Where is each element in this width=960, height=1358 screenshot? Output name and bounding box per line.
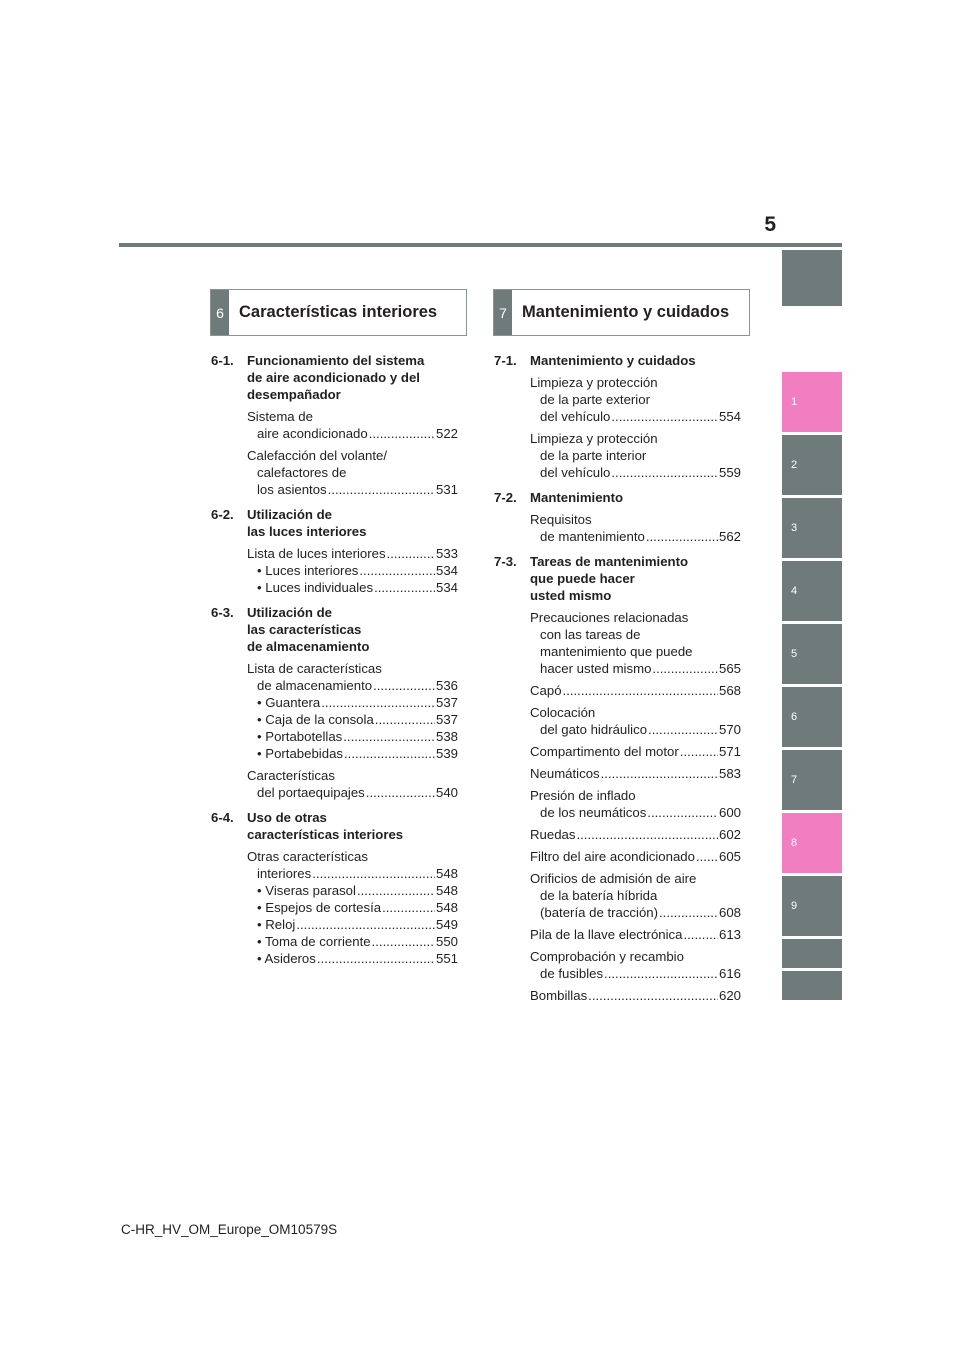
entry-label: aire acondicionado [257, 426, 368, 441]
dot-leader [375, 711, 435, 728]
entry-line [530, 848, 741, 865]
toc-subentry [257, 899, 458, 916]
dot-leader [312, 865, 435, 882]
entry-label: del gato hidráulico [540, 722, 648, 737]
entry-line [530, 528, 741, 545]
dot-leader [387, 545, 435, 562]
side-tab: 4 [782, 561, 842, 621]
chapter-number: 6-1. [211, 353, 234, 368]
entry-label: del vehículo [540, 465, 611, 480]
toc-entry [530, 743, 741, 760]
dot-leader [357, 882, 435, 899]
entry-text: Sistema de [247, 409, 313, 424]
entry-text: Comprobación y recambio [530, 949, 684, 964]
entry-label: hacer usted mismo [540, 661, 652, 676]
chapter-title: Utilización de las características de almacenamiento [247, 605, 370, 654]
section-title: Mantenimiento y cuidados [522, 303, 730, 321]
chapter-title: Tareas de mantenimiento que puede hacer usted mismo [530, 554, 689, 603]
toc-entry [247, 408, 458, 442]
entry-line [530, 743, 741, 760]
side-tab: 9 [782, 876, 842, 936]
entry-line [530, 804, 741, 821]
entry-label: Bombillas [530, 988, 588, 1003]
section-title: Características interiores [239, 303, 438, 321]
chapter-heading [211, 352, 458, 403]
chapter-heading [211, 604, 458, 655]
dot-leader [696, 848, 718, 865]
dot-leader [680, 743, 718, 760]
toc-entry [530, 848, 741, 865]
page-ref: 600 [718, 805, 741, 820]
chapter-title: Funcionamiento del sistema de aire acondicionado y del desempañador [247, 353, 425, 402]
entry-label: de almacenamiento [257, 678, 373, 693]
dot-leader [373, 677, 435, 694]
page-ref: 540 [435, 785, 458, 800]
entry-line [247, 865, 458, 882]
page-ref: 534 [435, 580, 458, 595]
entry-text: Calefacción del volante/ calefactores de [247, 448, 388, 480]
dot-leader [321, 694, 435, 711]
entry-label: Pila de la llave electrónica [530, 927, 683, 942]
dot-leader [296, 916, 435, 933]
dot-leader [652, 660, 718, 677]
page-ref: 583 [718, 766, 741, 781]
page-ref: 531 [435, 482, 458, 497]
dot-leader [647, 804, 718, 821]
entry-line [530, 987, 741, 1004]
subentry-label: • Reloj [257, 917, 296, 932]
toc-entry [530, 987, 741, 1004]
dot-leader [683, 926, 718, 943]
toc-entry [247, 767, 458, 801]
subentry-label: • Viseras parasol [257, 883, 356, 898]
page-ref: 616 [718, 966, 741, 981]
toc-entry [530, 926, 741, 943]
entry-text: Lista de características [247, 661, 382, 676]
chapter-heading [494, 489, 741, 506]
toc-entry [530, 682, 741, 699]
dot-leader [343, 728, 435, 745]
entry-label: Filtro del aire acondicionado [530, 849, 695, 864]
page-ref: 549 [435, 917, 458, 932]
toc-subentry [257, 882, 458, 899]
entry-line [530, 464, 741, 481]
side-tab: 6 [782, 687, 842, 747]
chapter-number: 6-3. [211, 605, 234, 620]
chapter-heading [494, 553, 741, 604]
dot-leader [588, 987, 718, 1004]
entry-line [247, 425, 458, 442]
toc-entry [530, 609, 741, 677]
toc-entry [530, 870, 741, 921]
entry-line [530, 721, 741, 738]
entry-line [530, 926, 741, 943]
entry-label: Capó [530, 683, 562, 698]
entry-line [530, 965, 741, 982]
toc-subentry [257, 916, 458, 933]
side-tab: 5 [782, 624, 842, 684]
toc-entry [530, 787, 741, 821]
dot-leader [601, 765, 718, 782]
section-header-left [210, 289, 467, 336]
entry-line [247, 784, 458, 801]
chapter-title: Mantenimiento [530, 490, 624, 505]
page-ref: 613 [718, 927, 741, 942]
side-tab: 7 [782, 750, 842, 810]
chapter-title: Utilización de las luces interiores [247, 507, 367, 539]
subentry-label: • Espejos de cortesía [257, 900, 382, 915]
page-ref: 568 [718, 683, 741, 698]
entry-label: interiores [257, 866, 312, 881]
dot-leader [344, 745, 435, 762]
dot-leader [563, 682, 718, 699]
subentry-label: • Luces interiores [257, 563, 359, 578]
toc-entry [530, 826, 741, 843]
dot-leader [604, 965, 718, 982]
entry-text: Precauciones relacionadas con las tareas de mantenimiento que puede [530, 610, 693, 659]
page-ref: 562 [718, 529, 741, 544]
side-tab [782, 250, 842, 306]
entry-label: Ruedas [530, 827, 576, 842]
entry-text: Características [247, 768, 335, 783]
page-ref: 608 [718, 905, 741, 920]
toc-entry [530, 765, 741, 782]
entry-label: Compartimento del motor [530, 744, 679, 759]
entry-text: Otras características [247, 849, 368, 864]
page-ref: 539 [435, 746, 458, 761]
page-ref: 538 [435, 729, 458, 744]
chapter-number: 7-2. [494, 490, 517, 505]
toc-column-right [494, 352, 741, 1004]
entry-line [247, 677, 458, 694]
entry-label: (batería de tracción) [540, 905, 659, 920]
dot-leader [369, 425, 435, 442]
subentry-label: • Portabebidas [257, 746, 343, 761]
toc-subentry [257, 933, 458, 950]
section-number: 6 [211, 290, 229, 335]
entry-line [247, 481, 458, 498]
page-ref: 559 [718, 465, 741, 480]
toc-entry [530, 948, 741, 982]
page-ref: 534 [435, 563, 458, 578]
subentry-label: • Toma de corriente [257, 934, 371, 949]
toc-entry [247, 848, 458, 882]
dot-leader [374, 579, 435, 596]
section-number: 7 [494, 290, 512, 335]
dot-leader [359, 562, 435, 579]
entry-text: Limpieza y protección de la parte exterior [530, 375, 658, 407]
entry-text: Colocación [530, 705, 596, 720]
entry-text: Limpieza y protección de la parte interior [530, 431, 658, 463]
subentry-label: • Caja de la consola [257, 712, 374, 727]
page-ref: 620 [718, 988, 741, 1003]
entry-label: Neumáticos [530, 766, 600, 781]
page-ref: 554 [718, 409, 741, 424]
entry-label: del vehículo [540, 409, 611, 424]
chapter-number: 7-1. [494, 353, 517, 368]
dot-leader [366, 784, 435, 801]
dot-leader [372, 933, 435, 950]
entry-text: Requisitos [530, 512, 592, 527]
entry-line [247, 545, 458, 562]
toc-entry [247, 660, 458, 694]
toc-subentry [257, 579, 458, 596]
entry-line [530, 904, 741, 921]
toc-entry [530, 511, 741, 545]
toc-subentry [257, 711, 458, 728]
toc-entry [530, 430, 741, 481]
page-ref: 565 [718, 661, 741, 676]
toc-subentry [257, 728, 458, 745]
dot-leader [576, 826, 718, 843]
dot-leader [382, 899, 435, 916]
toc-entry [530, 374, 741, 425]
entry-label: Lista de luces interiores [247, 546, 386, 561]
chapter-heading [211, 506, 458, 540]
chapter-number: 7-3. [494, 554, 517, 569]
chapter-heading [494, 352, 741, 369]
page-ref: 570 [718, 722, 741, 737]
entry-line [530, 660, 741, 677]
toc-subentry [257, 562, 458, 579]
page-ref: 522 [435, 426, 458, 441]
dot-leader [646, 528, 718, 545]
subentry-label: • Guantera [257, 695, 321, 710]
chapter-number: 6-4. [211, 810, 234, 825]
side-tab: 8 [782, 813, 842, 873]
entry-label: los asientos [257, 482, 327, 497]
page-ref: 605 [718, 849, 741, 864]
toc-subentry [257, 745, 458, 762]
entry-line [530, 826, 741, 843]
entry-line [530, 408, 741, 425]
toc-entry [530, 704, 741, 738]
page-ref: 548 [435, 883, 458, 898]
page-number: 5 [764, 213, 776, 236]
entry-line [530, 765, 741, 782]
side-tab [782, 971, 842, 1000]
dot-leader [317, 950, 435, 967]
entry-label: de fusibles [540, 966, 604, 981]
chapter-title: Mantenimiento y cuidados [530, 353, 696, 368]
top-rule [119, 243, 842, 247]
page-ref: 602 [718, 827, 741, 842]
dot-leader [611, 408, 718, 425]
subentry-label: • Asideros [257, 951, 316, 966]
side-tab [782, 939, 842, 968]
side-tab: 2 [782, 435, 842, 495]
side-tab: 3 [782, 498, 842, 558]
chapter-title: Uso de otras características interiores [247, 810, 404, 842]
toc-entry [247, 447, 458, 498]
subentry-label: • Portabotellas [257, 729, 343, 744]
page-ref: 533 [435, 546, 458, 561]
page-ref: 571 [718, 744, 741, 759]
dot-leader [659, 904, 718, 921]
page-ref: 551 [435, 951, 458, 966]
dot-leader [648, 721, 718, 738]
entry-label: de mantenimiento [540, 529, 645, 544]
page-ref: 536 [435, 678, 458, 693]
chapter-number: 6-2. [211, 507, 234, 522]
dot-leader [328, 481, 435, 498]
toc-subentry [257, 694, 458, 711]
entry-line [530, 682, 741, 699]
page-ref: 548 [435, 900, 458, 915]
entry-text: Orificios de admisión de aire de la batería híbrida [530, 871, 697, 903]
footer-code: C-HR_HV_OM_Europe_OM10579S [121, 1222, 338, 1237]
toc-entry [247, 545, 458, 562]
side-tab: 1 [782, 372, 842, 432]
subentry-label: • Luces individuales [257, 580, 374, 595]
page-ref: 550 [435, 934, 458, 949]
entry-text: Presión de inflado [530, 788, 636, 803]
chapter-heading [211, 809, 458, 843]
page-ref: 537 [435, 712, 458, 727]
section-header-right [493, 289, 750, 336]
toc-subentry [257, 950, 458, 967]
page-ref: 548 [435, 866, 458, 881]
dot-leader [611, 464, 718, 481]
toc-column-left [211, 352, 458, 967]
entry-label: de los neumáticos [540, 805, 647, 820]
page-ref: 537 [435, 695, 458, 710]
entry-label: del portaequipajes [257, 785, 365, 800]
